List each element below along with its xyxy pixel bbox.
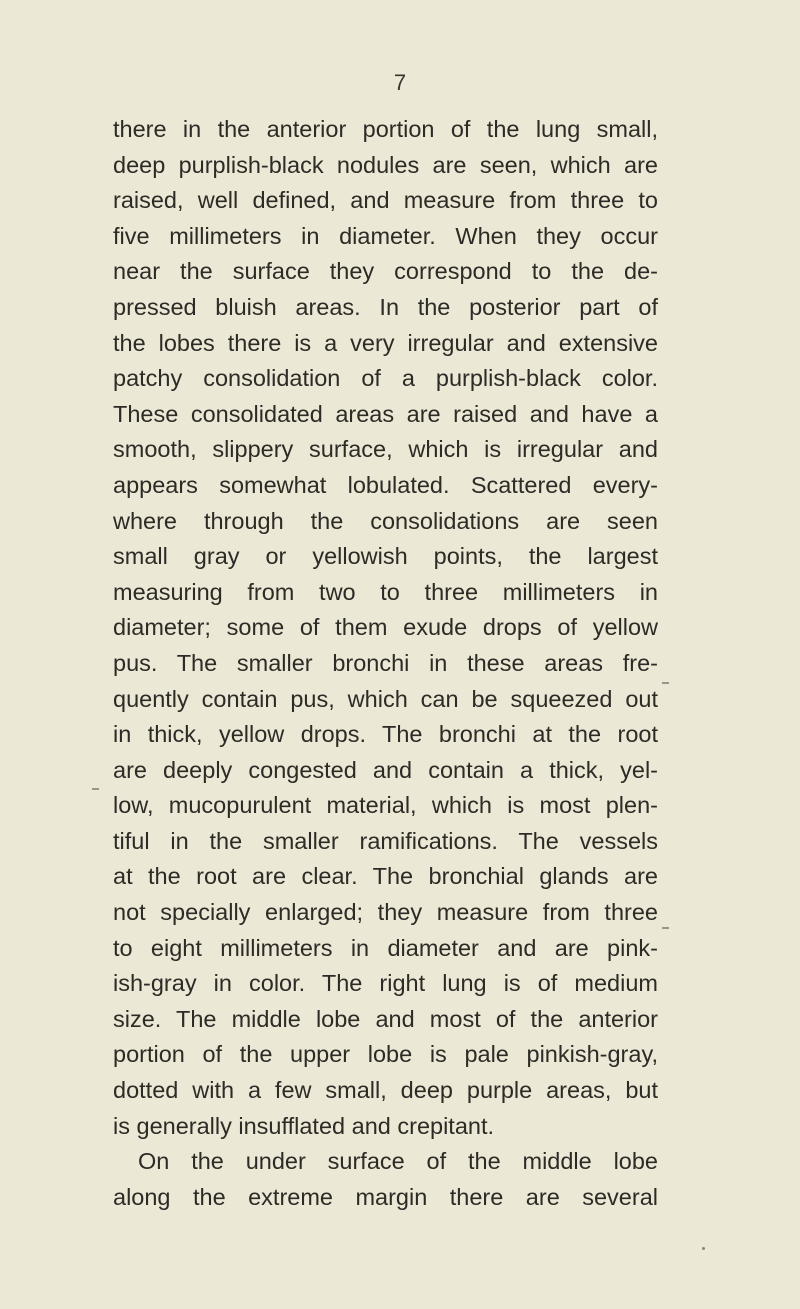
- text-line: portion of the upper lobe is pale pinkish-gray,: [113, 1041, 658, 1068]
- text-line: to eight millimeters in diameter and are pink-: [113, 934, 658, 961]
- text-line: deep purplish-black nodules are seen, which are: [113, 151, 658, 178]
- text-line: pus. The smaller bronchi in these areas fre-: [113, 649, 658, 676]
- margin-mark: [662, 682, 669, 684]
- text-line: in thick, yellow drops. The bronchi at the root: [113, 721, 658, 748]
- text-line: raised, well defined, and measure from three to: [113, 187, 658, 214]
- text-line: low, mucopurulent material, which is most plen-: [113, 792, 658, 819]
- margin-mark: [92, 788, 99, 790]
- text-line: appears somewhat lobulated. Scattered every-: [113, 471, 658, 498]
- text-line: there in the anterior portion of the lung small,: [113, 116, 658, 142]
- text-line: size. The middle lobe and most of the anterior: [113, 1005, 658, 1032]
- text-line: dotted with a few small, deep purple areas, but: [113, 1077, 658, 1104]
- text-line: patchy consolidation of a purplish-black color.: [113, 365, 658, 392]
- text-line: near the surface they correspond to the de-: [113, 258, 658, 285]
- text-line: These consolidated areas are raised and have a: [113, 400, 658, 427]
- text-line: measuring from two to three millimeters in: [113, 578, 658, 605]
- text-line: the lobes there is a very irregular and extensive: [113, 329, 658, 356]
- page-number: 7: [393, 70, 407, 95]
- text-line: five millimeters in diameter. When they occur: [113, 222, 658, 249]
- text-line: along the extreme margin there are several: [113, 1183, 658, 1210]
- text-line: tiful in the smaller ramifications. The vessels: [113, 827, 658, 854]
- text-line: pressed bluish areas. In the posterior part of: [113, 293, 658, 320]
- text-line: quently contain pus, which can be squeezed out: [113, 685, 658, 712]
- text-line: small gray or yellowish points, the largest: [113, 543, 658, 570]
- text-line: diameter; some of them exude drops of yellow: [113, 614, 658, 641]
- text-line: are deeply congested and contain a thick, yel-: [113, 756, 658, 783]
- text-line: is generally insufflated and crepitant.: [113, 1112, 495, 1139]
- paper-speck: [702, 1247, 705, 1250]
- text-line: at the root are clear. The bronchial glands are: [113, 863, 658, 890]
- text-line: where through the consolidations are seen: [113, 507, 658, 534]
- margin-mark: [662, 927, 669, 929]
- body-text: [113, 112, 658, 1215]
- text-line: On the under surface of the middle lobe: [138, 1148, 658, 1175]
- text-line: ish-gray in color. The right lung is of medium: [113, 970, 658, 997]
- text-line: not specially enlarged; they measure from three: [113, 899, 658, 926]
- text-line: smooth, slippery surface, which is irregular and: [113, 436, 658, 463]
